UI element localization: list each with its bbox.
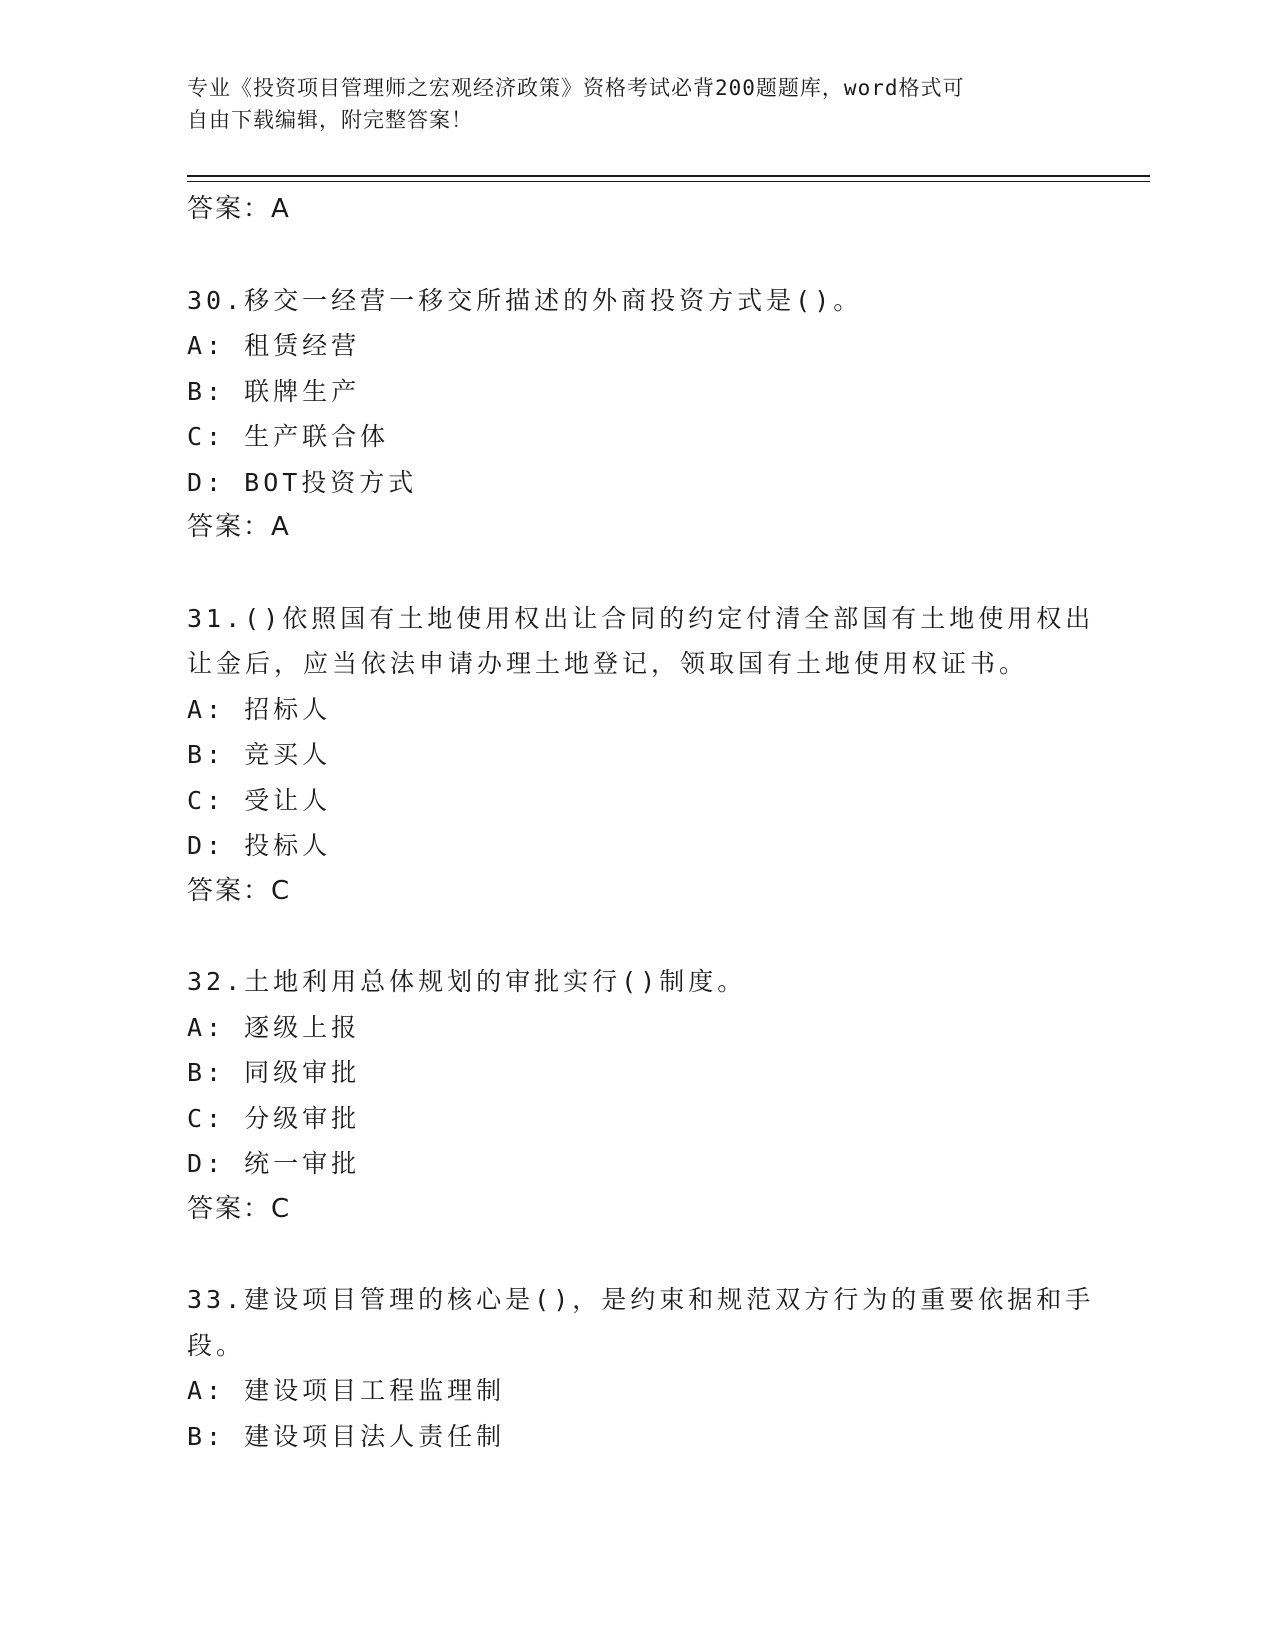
option-d: D: BOT投资方式 bbox=[187, 467, 418, 497]
option-d: D: 统一审批 bbox=[187, 1149, 361, 1178]
option-c: C: 受让人 bbox=[187, 785, 332, 815]
header-divider-thick bbox=[187, 175, 1150, 177]
question-stem: 30.移交一经营一移交所描述的外商投资方式是()。 bbox=[187, 285, 863, 315]
previous-answer: 答案：A bbox=[187, 194, 291, 224]
spacer bbox=[187, 1232, 1087, 1277]
option-b: B: 建设项目法人责任制 bbox=[187, 1421, 506, 1451]
header-line-2: 自由下载编辑，附完整答案！ bbox=[187, 108, 473, 132]
option-b: B: 竞买人 bbox=[187, 740, 332, 769]
header-line-1: 专业《投资项目管理师之宏观经济政策》资格考试必背200题题库，word格式可 bbox=[187, 76, 965, 100]
question-list bbox=[187, 187, 1095, 1459]
option-c: C: 生产联合体 bbox=[187, 422, 390, 451]
question-stem-continued: 让金后，应当依法申请办理土地登记，领取国有土地使用权证书。 bbox=[187, 649, 1029, 678]
option-d: D: 投标人 bbox=[187, 831, 332, 860]
option-b: B: 同级审批 bbox=[187, 1058, 361, 1087]
spacer bbox=[187, 233, 1087, 278]
spacer bbox=[187, 551, 1087, 596]
answer-line: 答案：C bbox=[187, 875, 292, 906]
option-c: C: 分级审批 bbox=[187, 1103, 361, 1133]
option-a: A: 租赁经营 bbox=[187, 331, 361, 360]
question-stem-continued: 段。 bbox=[187, 1330, 246, 1360]
question-block bbox=[187, 1277, 1095, 1459]
question-stem: 31.()依照国有土地使用权出让合同的约定付清全部国有土地使用权出 bbox=[187, 603, 1095, 633]
answer-line: 答案：C bbox=[187, 1193, 292, 1224]
option-a: A: 招标人 bbox=[187, 694, 332, 724]
option-a: A: 逐级上报 bbox=[187, 1012, 361, 1042]
question-block bbox=[187, 596, 1095, 915]
option-a: A: 建设项目工程监理制 bbox=[187, 1376, 506, 1405]
spacer bbox=[187, 914, 1087, 959]
question-stem: 32.土地利用总体规划的审批实行()制度。 bbox=[187, 967, 747, 996]
header-divider-thin bbox=[187, 181, 1150, 182]
option-b: B: 联牌生产 bbox=[187, 376, 361, 406]
question-block bbox=[187, 278, 1087, 551]
question-stem: 33.建设项目管理的核心是()，是约束和规范双方行为的重要依据和手 bbox=[187, 1285, 1095, 1314]
answer-line: 答案：A bbox=[187, 512, 291, 542]
document-header bbox=[187, 72, 1067, 136]
question-block bbox=[187, 959, 1087, 1232]
